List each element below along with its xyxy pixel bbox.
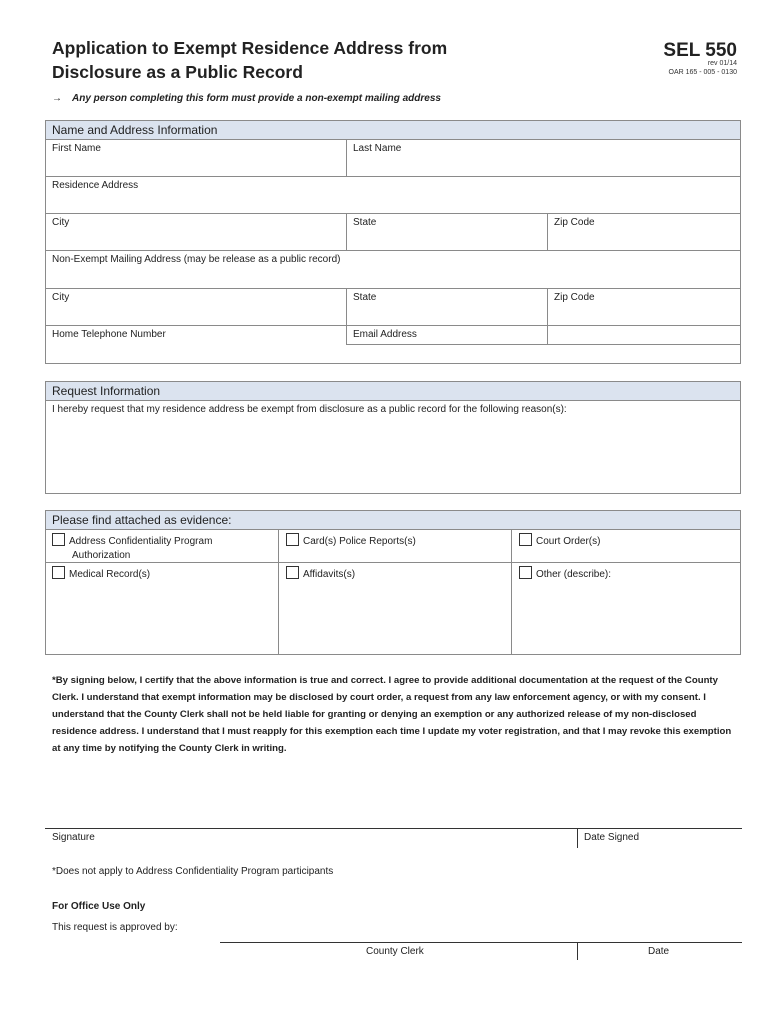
city-label-2: City bbox=[52, 292, 70, 303]
mailing-address-label: Non-Exempt Mailing Address (may be release as a public record) bbox=[52, 254, 341, 265]
request-reason-field[interactable] bbox=[46, 401, 740, 497]
title-line-2: Disclosure as a Public Record bbox=[52, 62, 303, 82]
city-field-2[interactable] bbox=[46, 289, 346, 325]
zip-field-2[interactable] bbox=[547, 289, 740, 325]
residence-address-field[interactable] bbox=[46, 177, 740, 213]
signature-label: Signature bbox=[52, 832, 95, 843]
checkbox[interactable] bbox=[519, 533, 532, 546]
city-row-1 bbox=[46, 214, 740, 251]
name-row bbox=[46, 140, 740, 177]
evidence-option-court[interactable] bbox=[511, 530, 740, 562]
signature-line bbox=[45, 828, 742, 829]
zip-field-1[interactable] bbox=[547, 214, 740, 250]
affidavits-label: Affidavits(s) bbox=[303, 569, 356, 580]
email-label: Email Address bbox=[353, 329, 417, 340]
clerk-date-divider bbox=[577, 942, 578, 960]
date-signed-label: Date Signed bbox=[584, 832, 640, 843]
evidence-row-1 bbox=[46, 530, 740, 563]
approved-by-label: This request is approved by: bbox=[52, 922, 178, 933]
request-section bbox=[45, 381, 741, 494]
arrow-icon: → bbox=[52, 93, 62, 104]
state-label-2: State bbox=[353, 292, 377, 303]
city-field-1[interactable] bbox=[46, 214, 346, 250]
evidence-option-medical[interactable] bbox=[46, 563, 278, 654]
evidence-heading: Please find attached as evidence: bbox=[46, 511, 740, 530]
checkbox[interactable] bbox=[52, 533, 65, 546]
evidence-option-other[interactable] bbox=[511, 563, 740, 654]
zip-label-2: Zip Code bbox=[554, 292, 595, 303]
last-name-label: Last Name bbox=[353, 143, 402, 154]
note-text: Any person completing this form must provide a non-exempt mailing address bbox=[72, 93, 441, 104]
residence-row bbox=[46, 177, 740, 214]
city-row-2 bbox=[46, 289, 740, 326]
request-reason-text: I hereby request that my residence address be exempt from disclosure as a public record for the following reason(s): bbox=[52, 404, 567, 415]
form-number: SEL 550 bbox=[663, 40, 737, 61]
evidence-option-acp[interactable] bbox=[46, 530, 278, 562]
revision-label: rev 01/14 bbox=[707, 60, 737, 67]
acp-label-line2: Authorization bbox=[72, 550, 131, 561]
contact-row bbox=[46, 326, 740, 363]
certification-text: *By signing below, I certify that the above information is true and correct. I agree to provide additional documentation at the request of the County Clerk. I understand that exempt information may be disclosed by court order, a request from any law enforcement agency, or with my consent. I understand that the County Clerk shall not be held liable for granting or denying an exemption or any authorized release of my non-disclosed residence address. I understand that I must reapply for this exemption each time I update my voter registration, and that I may revoke this exemption at any time by notifying the County Clerk in writing. bbox=[52, 675, 732, 754]
checkbox[interactable] bbox=[286, 566, 299, 579]
name-address-section bbox=[45, 120, 741, 364]
mailing-address-field[interactable] bbox=[46, 251, 740, 288]
acp-label: Address Confidentiality Program bbox=[69, 536, 213, 547]
state-field-2[interactable] bbox=[346, 289, 547, 325]
signature-divider bbox=[577, 828, 578, 848]
county-clerk-label: County Clerk bbox=[366, 946, 424, 957]
last-name-field[interactable] bbox=[346, 140, 740, 176]
office-use-heading: For Office Use Only bbox=[52, 901, 146, 912]
home-phone-label: Home Telephone Number bbox=[52, 329, 166, 340]
email-field[interactable] bbox=[346, 326, 547, 345]
title-line-1: Application to Exempt Residence Address from bbox=[52, 38, 448, 58]
medical-label: Medical Record(s) bbox=[69, 569, 151, 580]
acp-footnote: *Does not apply to Address Confidentiality Program participants bbox=[52, 866, 334, 877]
police-label: Card(s) Police Reports(s) bbox=[303, 536, 416, 547]
first-name-label: First Name bbox=[52, 143, 101, 154]
checkbox[interactable] bbox=[52, 566, 65, 579]
clerk-signature-line bbox=[220, 942, 742, 943]
zip-label-1: Zip Code bbox=[554, 217, 595, 228]
email-extra-field[interactable] bbox=[547, 326, 740, 345]
evidence-section bbox=[45, 510, 741, 655]
first-name-field[interactable] bbox=[46, 140, 346, 176]
evidence-row-2 bbox=[46, 563, 740, 654]
date-label: Date bbox=[648, 946, 670, 957]
other-label: Other (describe): bbox=[536, 569, 612, 580]
evidence-option-police[interactable] bbox=[278, 530, 511, 562]
request-heading: Request Information bbox=[46, 382, 740, 401]
court-label: Court Order(s) bbox=[536, 536, 601, 547]
state-field-1[interactable] bbox=[346, 214, 547, 250]
mailing-row bbox=[46, 251, 740, 289]
city-label-1: City bbox=[52, 217, 70, 228]
checkbox[interactable] bbox=[286, 533, 299, 546]
mailing-address-note bbox=[52, 93, 441, 104]
name-address-heading: Name and Address Information bbox=[46, 121, 740, 140]
checkbox[interactable] bbox=[519, 566, 532, 579]
state-label-1: State bbox=[353, 217, 377, 228]
oar-label: OAR 165 - 005 - 0130 bbox=[668, 69, 737, 76]
home-phone-field[interactable] bbox=[46, 326, 346, 363]
page-title bbox=[52, 36, 612, 84]
residence-address-label: Residence Address bbox=[52, 180, 139, 191]
evidence-option-affidavits[interactable] bbox=[278, 563, 511, 654]
